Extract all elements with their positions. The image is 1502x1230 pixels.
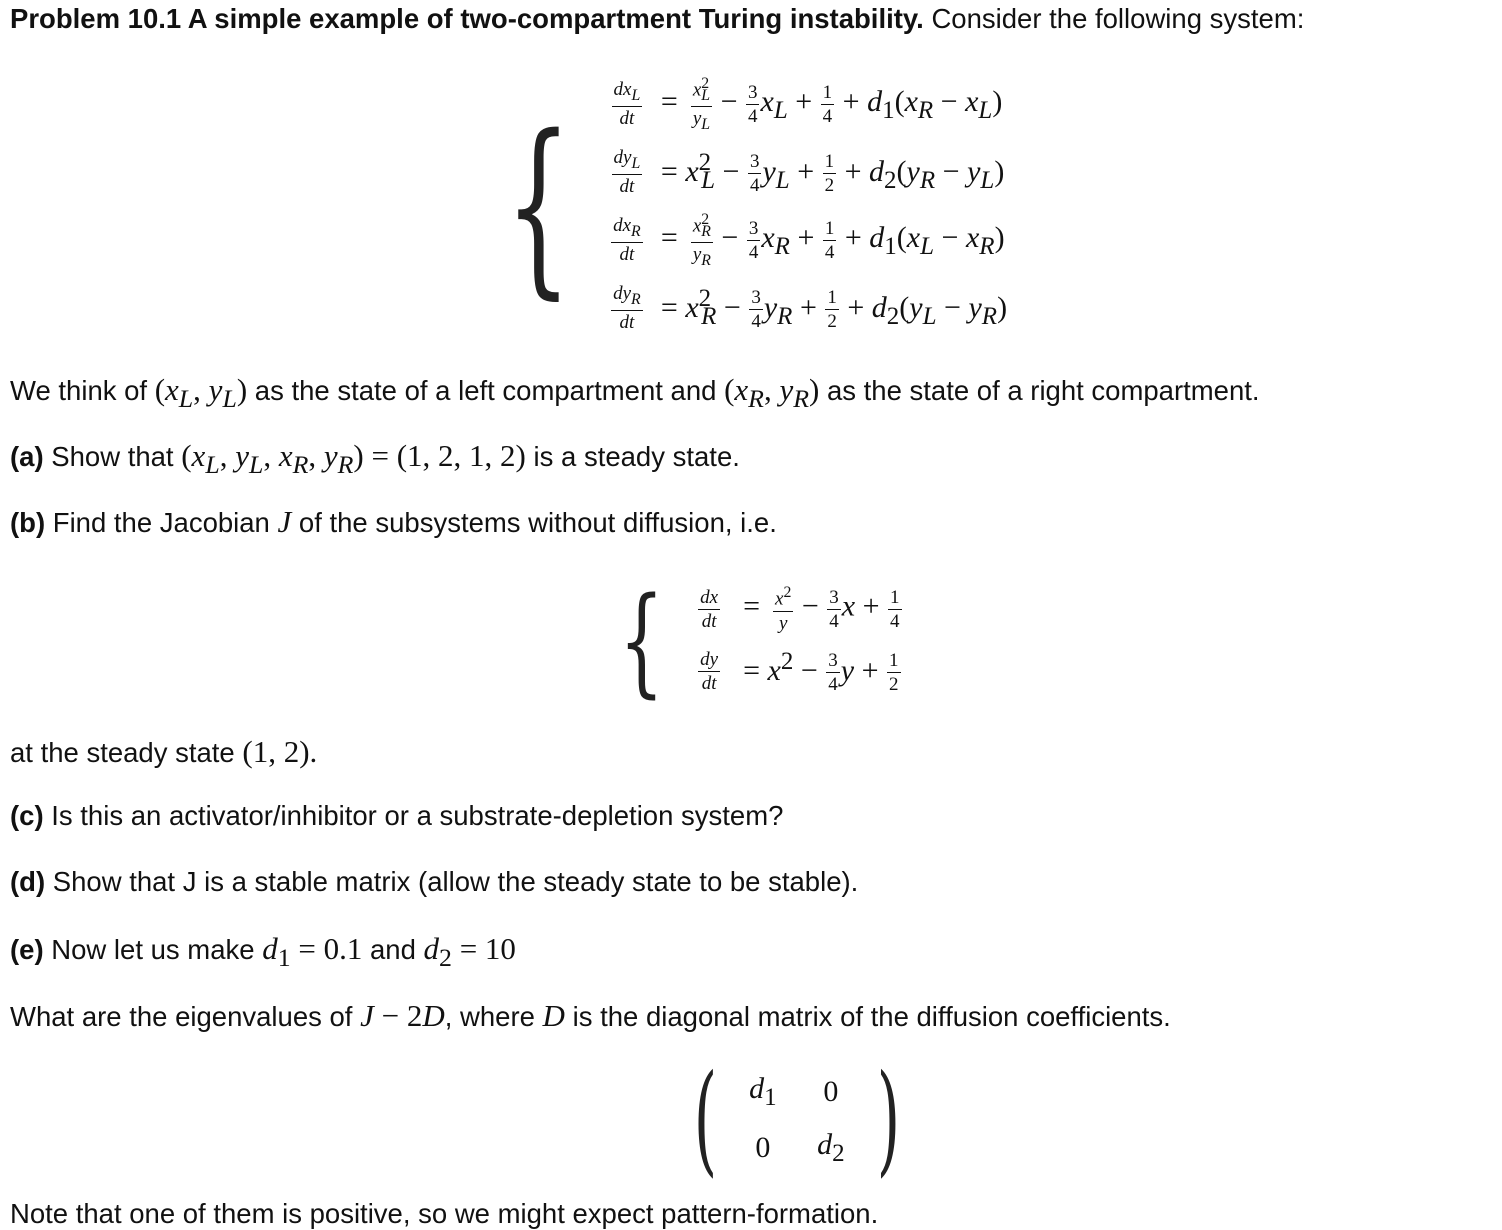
d2-value: 10 (484, 931, 516, 966)
diffusion-matrix-symbol: D (542, 998, 565, 1033)
part-e-pre: Now let us make (51, 934, 255, 965)
part-a-post: is a steady state. (533, 441, 740, 472)
part-b-pre: Find the Jacobian (52, 507, 270, 538)
part-b-post: of the subsystems without diffusion, i.e. (298, 507, 777, 538)
matrix-entry-d1: $d_1$ (749, 1072, 777, 1111)
steady-pre: at the steady state (10, 737, 235, 768)
matrix-entry-zero-top: 0 (823, 1075, 839, 1108)
eig-post: is the diagonal matrix of the diffusion coefficients. (572, 1001, 1171, 1032)
part-d-text: Show that J is a stable matrix (allow the steady state to be stable). (52, 866, 859, 897)
part-d-label: (d) (10, 866, 46, 897)
compartment-sentence: We think of ($x_L$, $y_L$) as the state of a left compartment and ($x_R$, $y_R$) as the state of a right compartment. (10, 372, 1260, 414)
part-a (10, 437, 740, 481)
equation-dxR: $\frac{dx_R}{dt}$ = $\frac{x^2_R}{y_R}$ − $\frac{3}{4}$ $x_R$ + $\frac{1}{4}$ + $d_1(x_L - x_R)$ (613, 210, 1005, 269)
part-c-text: Is this an activator/inhibitor or a substrate-depletion system? (51, 800, 784, 831)
part-c (10, 799, 783, 832)
d1-assignment: $d_1 = 0.1$ (262, 931, 363, 973)
part-e (10, 930, 516, 974)
reduced-equation-rows (685, 578, 902, 702)
eig-mid: , where (444, 1001, 535, 1032)
eig-expression: J − 2D (360, 998, 445, 1033)
steady-state-line (10, 733, 317, 770)
part-b-label: (b) (10, 507, 46, 538)
jacobian-symbol: J (277, 504, 292, 539)
equation-dyR: $\frac{dy_R}{dt}$ = $x^2_R$ − $\frac{3}{4}$ $y_R$ + $\frac{1}{2}$ + $d_2(y_L - y_R)$ (613, 283, 1008, 333)
part-a-pre: Show that (51, 441, 174, 472)
equation-dx: $\frac{dx}{dt}$ = $\frac{x^2}{y}$ − $\frac{3}{4}$ x + $\frac{1}{4}$ (700, 584, 900, 634)
note: Note that one of them is positive, so we might expect pattern-formation. (10, 1198, 879, 1229)
equation-rows (603, 70, 1007, 342)
part-a-label: (a) (10, 441, 44, 472)
diffusion-matrix (682, 1050, 912, 1189)
steady-value: (1, 2). (242, 734, 318, 769)
part-c-label: (c) (10, 800, 44, 831)
matrix-grid (729, 1064, 865, 1176)
system-brace: { (505, 95, 572, 316)
eig-pre: What are the eigenvalues of (10, 1001, 353, 1032)
part-e-and: and (369, 934, 416, 965)
eigenvalue-question (10, 997, 1171, 1034)
equation-system-full (478, 70, 1007, 342)
reduced-system-brace: { (619, 571, 665, 709)
matrix-right-paren: ) (876, 1050, 900, 1189)
equation-dy: $\frac{dy}{dt}$ = $x^2$ − $\frac{3}{4}$ y + $\frac{1}{2}$ (700, 647, 899, 696)
matrix-left-paren: ( (693, 1050, 718, 1189)
part-a-steady-state: ($x_L$, $y_L$, $x_R$, $y_R) = (1$, 2, 1, 2) (181, 438, 526, 480)
problem-intro: Consider the following system: (931, 3, 1305, 34)
d1-value: 0.1 (323, 931, 363, 966)
problem-label: Problem 10.1 A simple example of two-compartment Turing instability. (10, 3, 924, 34)
matrix-entry-d2: $d_2$ (817, 1128, 845, 1167)
equation-dxL: $\frac{dx_L}{dt}$ = $\frac{x^2_L}{y_L}$ − $\frac{3}{4}$ $x_L$ + $\frac{1}{4}$ + $d_1(x_R - x_L)$ (613, 74, 1003, 133)
problem-heading (10, 2, 1304, 35)
part-d (10, 865, 858, 898)
equation-dyL: $\frac{dy_L}{dt}$ = $x^2_L$ − $\frac{3}{4}$ $y_L$ + $\frac{1}{2}$ + $d_2(y_R - y_L)$ (613, 147, 1005, 197)
part-b (10, 503, 777, 540)
part-e-label: (e) (10, 934, 44, 965)
d2-assignment: $d_2 = 10$ (423, 931, 516, 973)
matrix-entry-zero-bottom: 0 (755, 1131, 771, 1164)
equation-system-reduced (604, 571, 903, 709)
